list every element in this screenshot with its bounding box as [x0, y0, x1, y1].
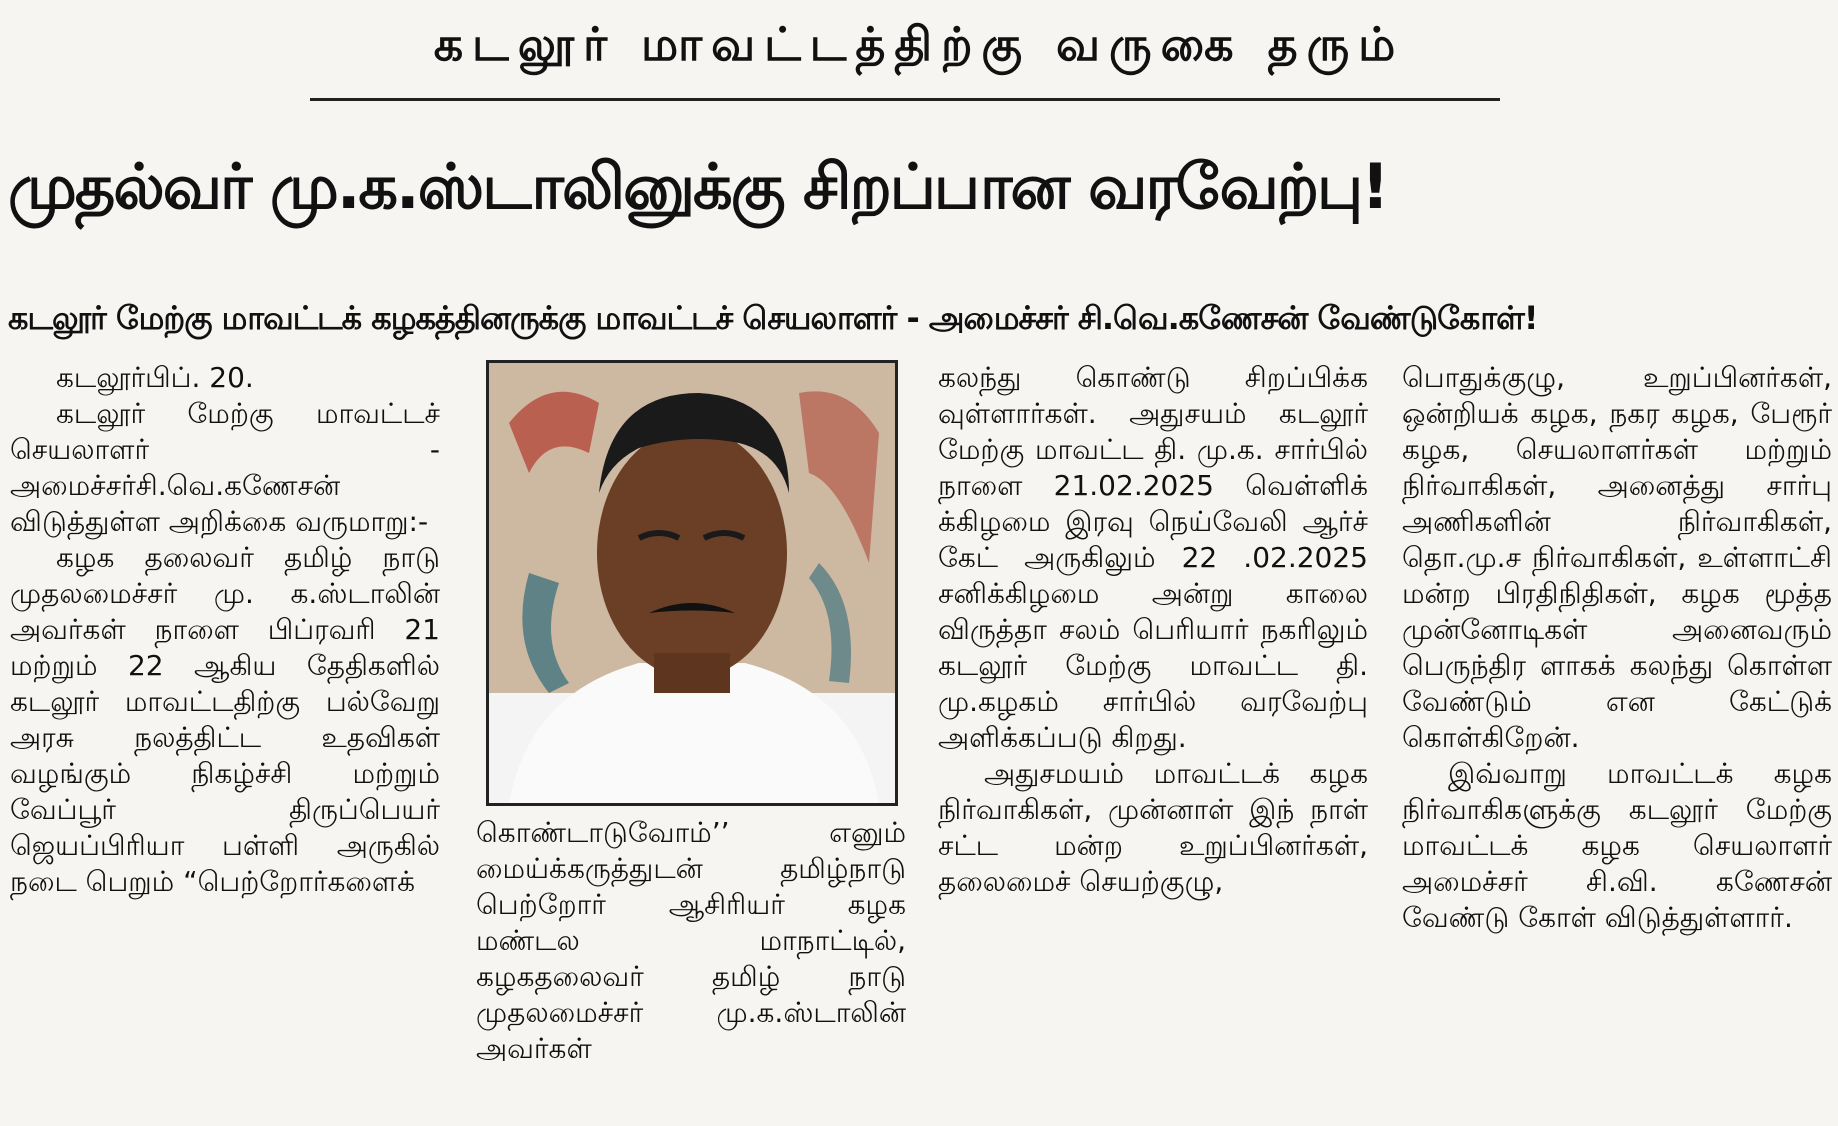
paragraph: கலந்து கொண்டு சிறப்பிக்க வுள்ளார்கள். அதுசயம் கடலூர் மேற்கு மாவட்ட தி. மு.க. சார்பில் நாளை 21.02.2025 வெள்ளிக் க்கிழமை இரவு நெய்வேலி ஆர்ச் கேட் அருகிலும் 22 .02.2025 சனிக்கிழமை அன்று காலை விருத்தா சலம் பெரியார் நகரிலும் கடலூர் மேற்கு மாவட்ட தி. மு.கழகம் சார்பில் வரவேற்பு அளிக்கப்படு கிறது. [938, 361, 1368, 754]
paragraph: இவ்வாறு மாவட்டக் கழக நிர்வாகிகளுக்கு கடலூர் மேற்கு மாவட்டக் கழக செயலாளர் அமைச்சர் சி.வி. கணேசன் வேண்டு கோள் விடுத்துள்ளார். [1402, 757, 1832, 934]
dateline: கடலூர்பிப். 20. [56, 361, 254, 394]
kicker-rule [310, 98, 1500, 101]
paragraph: கழக தலைவர் தமிழ் நாடு முதலமைச்சர் மு. க.ஸ்டாலின் அவர்கள் நாளை பிப்ரவரி 21 மற்றும் 22 ஆகிய தேதிகளில் கடலூர் மாவட்டதிற்கு பல்வேறு அரசு நலத்திட்ட உதவிகள் வழங்கும் நிகழ்ச்சி மற்றும் வேப்பூர் திருப்பெயர் ஜெயப்பிரியா பள்ளி அருகில் நடை பெறும் “பெற்றோர்களைக் [10, 541, 440, 898]
paragraph: கொண்டாடுவோம்’’ எனும் மைய்க்கருத்துடன் தமிழ்நாடு பெற்றோர் ஆசிரியர் கழக மண்டல மாநாட்டில், கழகதலைவர் தமிழ் நாடு முதலமைச்சர் மு.க.ஸ்டாலின் அவர்கள் [476, 816, 906, 1065]
column-3 [938, 360, 1368, 900]
paragraph: அதுசமயம் மாவட்டக் கழக நிர்வாகிகள், முன்னாள் இந் நாள் சட்ட மன்ற உறுப்பினர்கள், தலைமைச் செயற்குழு, [938, 757, 1368, 898]
column-1 [10, 360, 440, 900]
portrait-image [489, 363, 895, 803]
main-headline: முதல்வர் மு.க.ஸ்டாலினுக்கு சிறப்பான வரவேற்பு! [8, 150, 1388, 223]
column-2 [476, 815, 906, 1067]
column-4 [1402, 360, 1832, 936]
paragraph: பொதுக்குழு, உறுப்பினர்கள், ஒன்றியக் கழக, நகர கழக, பேரூர் கழக, செயலாளர்கள் மற்றும் நிர்வாகிகள், அனைத்து சார்பு அணிகளின் நிர்வாகிகள், தொ.மு.ச நிர்வாகிகள், உள்ளாட்சி மன்ற பிரதிநிதிகள், கழக மூத்த முன்னோடிகள் அனைவரும் பெருந்திர ளாகக் கலந்து கொள்ள வேண்டும் என கேட்டுக் கொள்கிறேன். [1402, 361, 1832, 754]
minister-photo [486, 360, 898, 806]
sub-headline: கடலூர் மேற்கு மாவட்டக் கழகத்தினருக்கு மாவட்டச் செயலாளர் - அமைச்சர் சி.வெ.கணேசன் வேண்டுகோள்! [8, 299, 1538, 337]
kicker-headline: கடலூர் மாவட்டத்திற்கு வருகை தரும் [433, 17, 1405, 71]
paragraph: கடலூர் மேற்கு மாவட்டச் செயலாளர் - அமைச்சர்சி.வெ.கணேசன் விடுத்துள்ள அறிக்கை வருமாறு:- [10, 397, 440, 538]
